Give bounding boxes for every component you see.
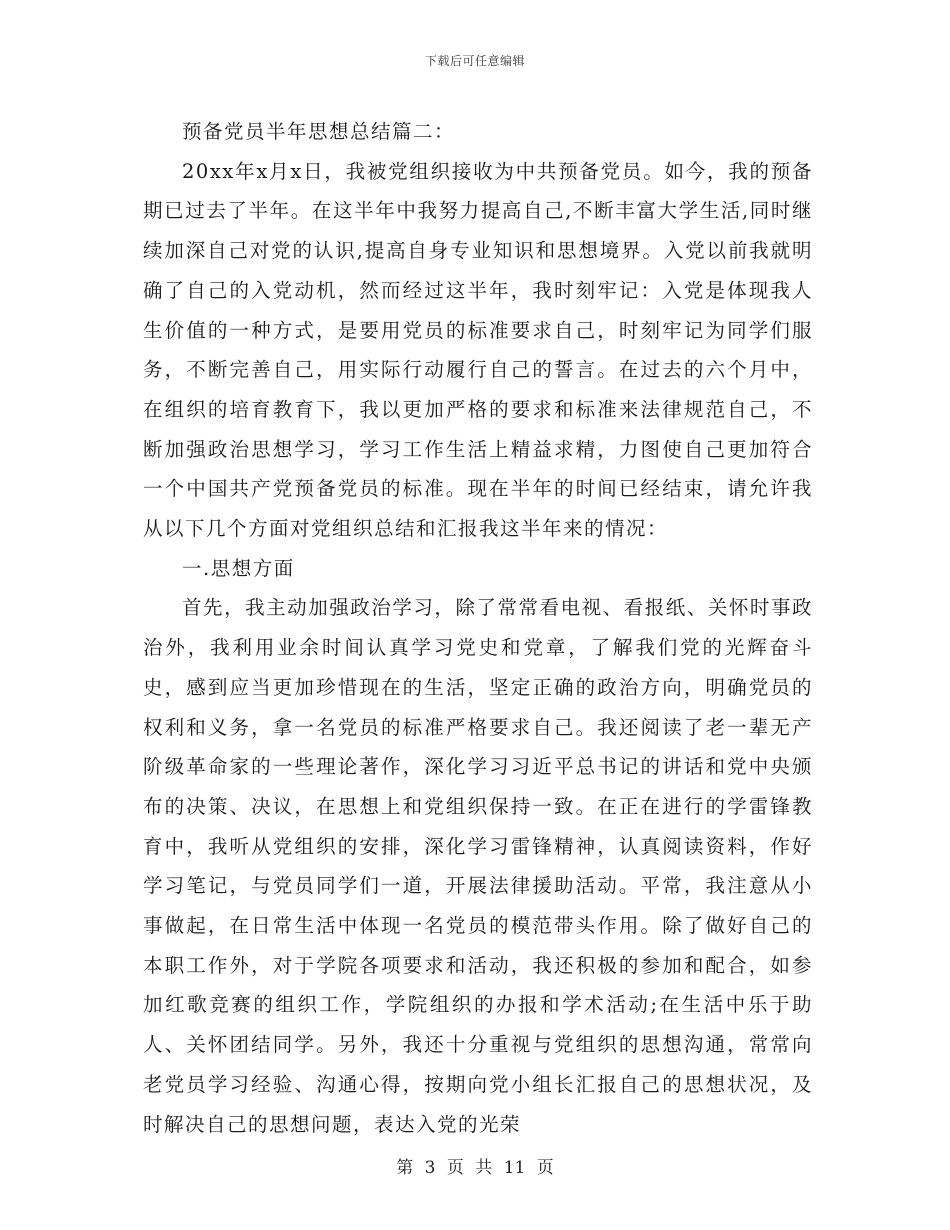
document-title: 预备党员半年思想总结篇二： — [182, 120, 456, 143]
page-header: 下载后可任意编辑 — [424, 54, 525, 68]
intro-paragraph: 20xx年x月x日，我被党组织接收为中共预备党员。如今，我的预备期已过去了半年。在这半年中我努力提高自己,不断丰富大学生活,同时继续加深自己对党的认识,提高自身专业知识和思想境界。入党以前我就明确了自己的入党动机，然而经过这半年，我时刻牢记：入党是体现我人生价值的一种方式，是要用党员的标准要求自己，时刻牢记为同学们服务，不断完善自己，用实际行动履行自己的誓言。在过去的六个月中，在组织的培育教育下，我以更加严格的要求和标准来法律规范自己，不断加强政治思想学习，学习工作生活上精益求精，力图使自己更加符合一个中国共产党预备党员的标准。现在半年的时间已经结束，请允许我从以下几个方面对党组织总结和汇报我这半年来的情况： — [143, 159, 813, 541]
section-paragraph: 首先，我主动加强政治学习，除了常常看电视、看报纸、关怀时事政治外，我利用业余时间认真学习党史和党章，了解我们党的光辉奋斗史，感到应当更加珍惜现在的生活，坚定正确的政治方向，明确党员的权利和义务，拿一名党员的标准严格要求自己。我还阅读了老一辈无产阶级革命家的一些理论著作，深化学习习近平总书记的讲话和党中央颁布的决策、决议，在思想上和党组织保持一致。在正在进行的学雷锋教育中，我听从党组织的安排，深化学习雷锋精神，认真阅读资料，作好学习笔记，与党员同学们一道，开展法律援助活动。平常，我注意从小事做起，在日常生活中体现一名党员的模范带头作用。除了做好自己的本职工作外，对于学院各项要求和活动，我还积极的参加和配合，如参加红歌竞赛的组织工作，学院组织的办报和学术活动;在生活中乐于助人、关怀团结同学。另外，我还十分重视与党组织的思想沟通，常常向老党员学习经验、沟通心得，按期向党小组长汇报自己的思想状况，及时解决自己的思想问题，表达入党的光荣 — [143, 596, 813, 1136]
section-heading: 一.思想方面 — [182, 556, 295, 580]
document-body — [143, 112, 813, 1144]
page-footer: 第 3 页 共 11 页 — [396, 1158, 554, 1178]
